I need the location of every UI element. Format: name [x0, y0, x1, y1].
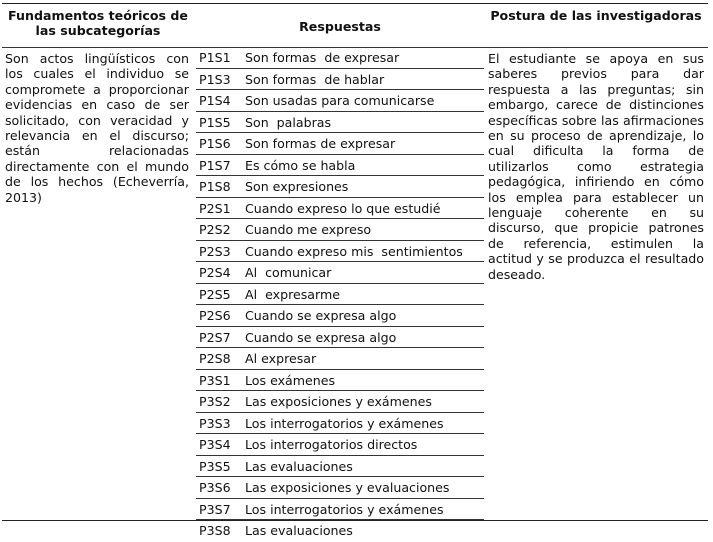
- response-code: P2S7: [199, 329, 231, 345]
- response-code: P3S6: [199, 480, 231, 495]
- response-text: Son formas de expresar: [245, 50, 400, 65]
- response-text: Cuando se expresa algo: [245, 308, 397, 323]
- response-code: P1S3: [199, 71, 231, 87]
- response-text: Son expresiones: [245, 179, 349, 194]
- response-code: P1S6: [199, 136, 231, 151]
- table-row: [196, 199, 484, 220]
- response-text: Los interrogatorios y exámenes: [245, 415, 444, 431]
- table-row: [196, 414, 484, 435]
- table-row: [196, 392, 484, 413]
- table-row: [196, 91, 484, 112]
- table-row: [196, 371, 484, 392]
- response-code: P1S1: [199, 50, 231, 65]
- table-row: [196, 70, 484, 91]
- response-text: Las evaluaciones: [245, 458, 353, 474]
- table-row: [196, 328, 484, 349]
- response-text: Cuando expreso mis sentimientos: [245, 243, 463, 259]
- table-row: [196, 220, 484, 241]
- header-respuestas: Respuestas: [299, 19, 381, 34]
- fundamentos-text: Son actos lingüísticos con los cuales el individuo se compromete a proporcionar evidencias en caso de ser solicitado, con veracidad y relevancia en el discurso; están relacionadas directamente con el mundo de los hechos (Echeverría, 2013): [5, 51, 189, 205]
- response-code: P2S4: [199, 265, 231, 280]
- response-code: P1S4: [199, 93, 231, 108]
- response-code: P2S6: [199, 308, 231, 323]
- response-code: P3S2: [199, 394, 231, 409]
- table-row: [196, 500, 484, 521]
- response-text: Son formas de expresar: [245, 136, 396, 151]
- respuestas-list: [196, 48, 484, 542]
- response-code: P2S8: [199, 351, 231, 366]
- table-row: [196, 306, 484, 327]
- table-row: [196, 177, 484, 198]
- response-text: Las exposiciones y exámenes: [245, 394, 432, 409]
- table-row: [196, 48, 484, 69]
- table-row: [196, 521, 484, 541]
- header-fundamentos: Fundamentos teóricos de las subcategorías: [8, 8, 188, 38]
- response-text: Las evaluaciones: [245, 523, 353, 538]
- table-row: [196, 134, 484, 155]
- table-row: [196, 263, 484, 284]
- table-top-rule: [2, 3, 708, 4]
- response-text: Son palabras: [245, 114, 332, 130]
- response-code: P2S3: [199, 243, 231, 259]
- table-row: [196, 242, 484, 263]
- postura-text: El estudiante se apoya en sus saberes previos para dar respuesta a las preguntas; sin embargo, carece de distinciones específicas sobre las afirmaciones en su proceso de aprendizaje, lo cual dificulta la forma de utilizarlos como estrategia pedagógica, infiriendo en cómo los emplea para establecer un lenguaje coherente en su discurso, que propicie patrones de referencia, estimulen la actitud y se produzca el resultado deseado.: [488, 51, 704, 282]
- response-code: P1S5: [199, 114, 231, 130]
- response-text: Son formas de hablar: [245, 71, 385, 87]
- response-text: Cuando expreso lo que estudié: [245, 200, 441, 216]
- response-code: P3S4: [199, 437, 231, 452]
- table-row: [196, 113, 484, 134]
- response-code: P3S5: [199, 458, 231, 474]
- header-postura: Postura de las investigadoras: [490, 8, 702, 23]
- response-code: P3S1: [199, 372, 231, 388]
- response-text: Al expresar: [245, 351, 317, 366]
- response-code: P3S3: [199, 415, 231, 431]
- response-text: Es cómo se habla: [245, 157, 356, 173]
- table-row: [196, 349, 484, 370]
- response-code: P2S5: [199, 286, 231, 302]
- response-code: P2S1: [199, 200, 231, 216]
- response-text: Cuando me expreso: [245, 222, 372, 237]
- table-row: [196, 478, 484, 499]
- response-code: P1S8: [199, 179, 231, 194]
- response-text: Cuando se expresa algo: [245, 329, 397, 345]
- response-text: Las exposiciones y evaluaciones: [245, 480, 450, 495]
- response-code: P3S8: [199, 523, 231, 538]
- table-row: [196, 156, 484, 177]
- table-row: [196, 457, 484, 478]
- response-text: Son usadas para comunicarse: [245, 93, 435, 108]
- response-code: P3S7: [199, 501, 231, 517]
- response-text: Los interrogatorios y exámenes: [245, 501, 444, 517]
- table-row: [196, 435, 484, 456]
- response-code: P2S2: [199, 222, 231, 237]
- response-text: Los interrogatorios directos: [245, 437, 418, 452]
- response-text: Al expresarme: [245, 286, 340, 302]
- response-code: P1S7: [199, 157, 231, 173]
- response-text: Los exámenes: [245, 372, 336, 388]
- response-text: Al comunicar: [245, 265, 332, 280]
- table-row: [196, 285, 484, 306]
